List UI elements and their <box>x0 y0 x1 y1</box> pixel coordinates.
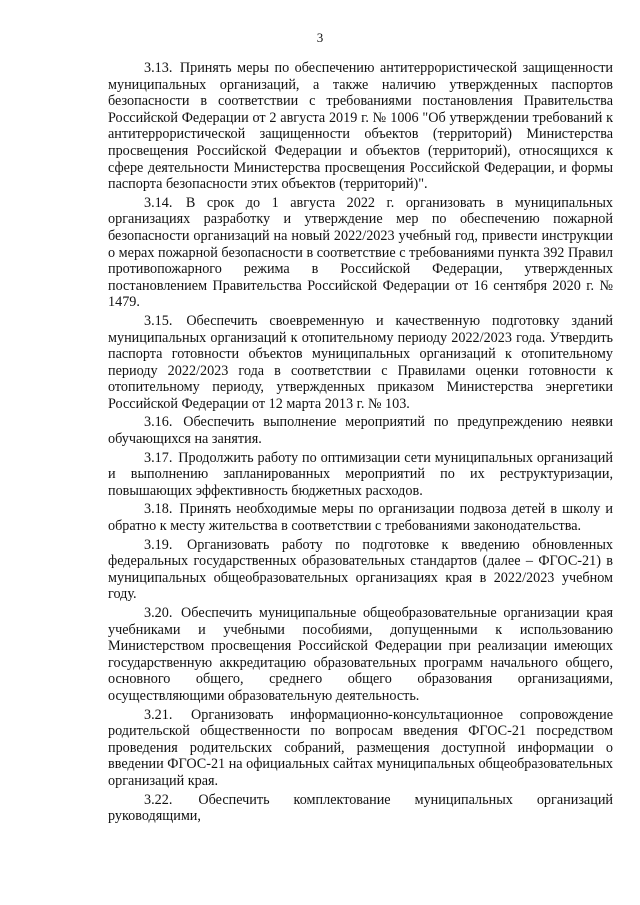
paragraph-3-14 <box>108 195 613 311</box>
paragraph-text: Продолжить работу по оптимизации сети муниципальных организаций и выполнению запланированных мероприятий по их реструктуризации, повышающих эффективность бюджетных расходов. <box>108 449 613 499</box>
page-number: 3 <box>316 30 324 45</box>
paragraph-3-18 <box>108 501 613 534</box>
paragraph-number: 3.22. <box>144 791 173 808</box>
paragraph-3-16 <box>108 414 613 447</box>
paragraph-3-21 <box>108 707 613 790</box>
paragraph-number: 3.18. <box>144 501 173 518</box>
document-body <box>108 60 613 827</box>
paragraph-number: 3.13. <box>144 60 173 76</box>
paragraph-text: Принять необходимые меры по организации подвоза детей в школу и обратно к месту жительства в соответствии с требованиями законодательства. <box>108 501 613 535</box>
paragraph-number: 3.16. <box>144 414 173 431</box>
paragraph-text: Принять меры по обеспечению антитеррористической защищенности муниципальных организаций, а также наличию утвержденных паспортов безопасности в соответствии с требованиями постановления Правительства Российской Федерации от 2 августа 2019 г. № 1006 "Об утверждении требований к антитеррористической защищенности объектов (территорий) Министерства просвещения Российской Федерации и объектов (территорий), относящихся к сфере деятельности Министерства просвещения Российской Федерации, и формы паспорта безопасности этих объектов (территорий)". <box>108 60 613 193</box>
paragraph-number: 3.17. <box>144 449 173 466</box>
paragraph-3-20 <box>108 605 613 705</box>
paragraph-3-19 <box>108 537 613 603</box>
paragraph-number: 3.15. <box>144 312 173 329</box>
paragraph-text: В срок до 1 августа 2022 г. организовать в муниципальных организациях разработку и утверждение мер по обеспечению пожарной безопасности организаций на новый 2022/2023 учебный год, привести инструкции о мерах пожарной безопасности в соответствие с требованиями пункта 392 Правил противопожарного режима в Российской Федерации, утвержденных постановлением Правительства Российской Федерации от 16 сентября 2020 г. № 1479. <box>108 194 614 311</box>
paragraph-3-13 <box>108 60 613 193</box>
paragraph-number: 3.19. <box>144 536 173 553</box>
paragraph-text: Обеспечить муниципальные общеобразовательные организации края учебниками и учебными пособиями, допущенными к использованию Министерством просвещения Российской Федерации при реализации имеющих государственную аккредитацию образовательных программ начального общего, основного общего, среднего общего образования организациями, осуществляющими образовательную деятельность. <box>108 605 614 704</box>
paragraph-text: Обеспечить комплектование муниципальных организаций руководящими, <box>108 791 613 825</box>
paragraph-3-17 <box>108 450 613 500</box>
paragraph-3-22 <box>108 792 613 825</box>
paragraph-number: 3.20. <box>144 605 173 621</box>
paragraph-text: Организовать информационно-консультационное сопровождение родительской общественности по вопросам введения ФГОС-21 посредством проведения родительских собраний, размещения доступной информации о введении ФГОС-21 на официальных сайтах муниципальных общеобразовательных организаций края. <box>108 706 614 789</box>
paragraph-text: Обеспечить своевременную и качественную подготовку зданий муниципальных организаций к отопительному периоду 2022/2023 года. Утвердить паспорта готовности объектов муниципальных организаций к отопительному периоду 2022/2023 года в соответствии с Правилами оценки готовности к отопительному периоду, утвержденных приказом Министерства энергетики Российской Федерации от 12 марта 2013 г. № 103. <box>108 312 613 412</box>
paragraph-3-15 <box>108 313 613 413</box>
paragraph-text: Обеспечить выполнение мероприятий по предупреждению неявки обучающихся на занятия. <box>108 414 613 448</box>
paragraph-number: 3.14. <box>144 194 173 211</box>
paragraph-number: 3.21. <box>144 706 173 723</box>
paragraph-text: Организовать работу по подготовке к введению обновленных федеральных государственных образовательных стандартов (далее – ФГОС-21) в муниципальных общеобразовательных организациях края в 2022/2023 учебном году. <box>108 536 613 603</box>
